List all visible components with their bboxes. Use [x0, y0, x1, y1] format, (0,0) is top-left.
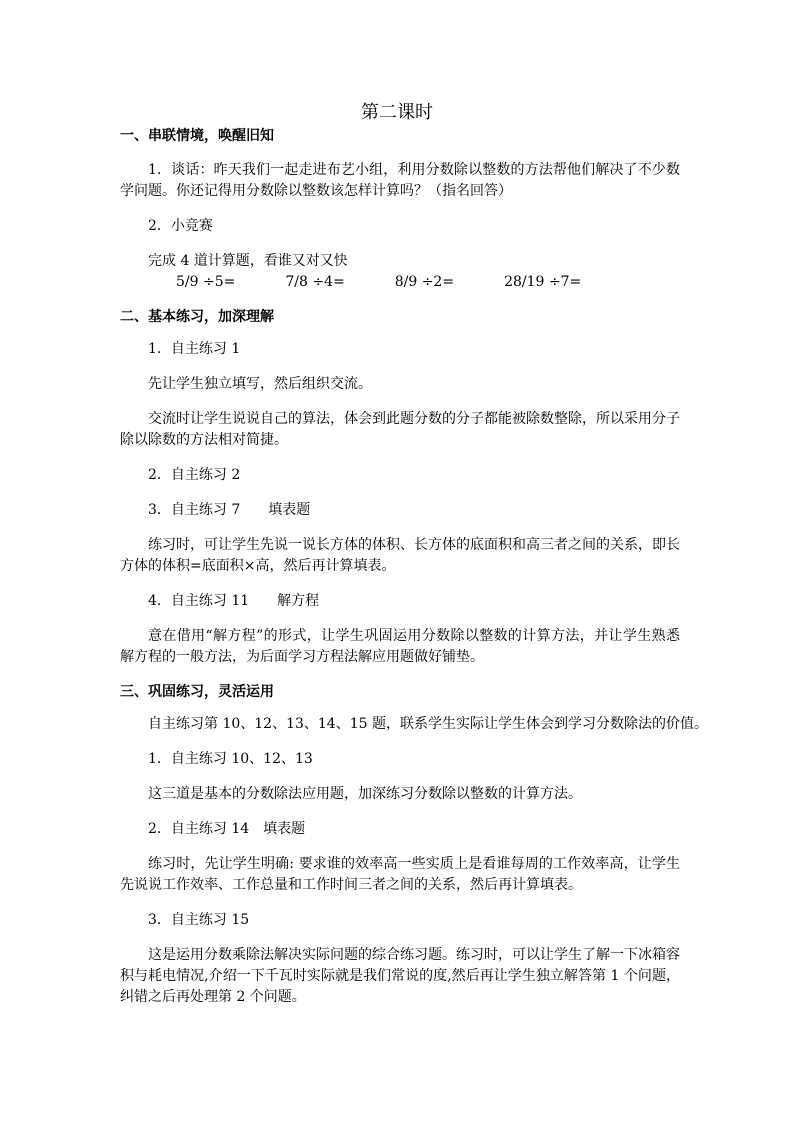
paragraph: 先让学生独立填写，然后组织交流。 [148, 376, 372, 392]
paragraph: 3．自主练习 15 [148, 912, 250, 928]
calc-item: 8/9 ÷2= [394, 274, 455, 290]
paragraph: 1．自主练习 1 [148, 341, 241, 357]
paragraph: 1．自主练习 10、12、13 [148, 751, 313, 767]
paragraph: 1．谈话：昨天我们一起走进布艺小组，利用分数除以整数的方法帮他们解决了不少数学问题。你还记得用分数除以整数该怎样计算吗？（指名回答） [120, 162, 680, 199]
paragraph: 交流时让学生说说自己的算法，体会到此题分数的分子都能被除数整除，所以采用分子除以除数的方法相对简捷。 [120, 411, 680, 448]
calc-item: 5/9 ÷5= [176, 274, 236, 290]
section-heading-1: 一、串联情境，唤醒旧知 [120, 128, 274, 144]
paragraph: 3．自主练习 7 填表题 [148, 502, 311, 518]
paragraph: 练习时，可让学生先说一说长方体的体积、长方体的底面积和高三者之间的关系，即长方体的体积=底面积×高，然后再计算填表。 [120, 537, 680, 574]
calc-item: 28/19 ÷7= [504, 274, 582, 290]
section-heading-2: 二、基本练习，加深理解 [120, 309, 274, 325]
page-title: 第二课时 [361, 102, 433, 123]
paragraph: 2．自主练习 2 [148, 467, 241, 483]
calc-item: 7/8 ÷4= [285, 274, 345, 290]
calculation-row [120, 272, 680, 293]
paragraph: 完成 4 道计算题，看谁又对又快 [148, 253, 348, 269]
paragraph: 这三道是基本的分数除法应用题，加深练习分数除以整数的计算方法。 [148, 786, 582, 802]
paragraph: 这是运用分数乘除法解决实际问题的综合练习题。练习时，可以让学生了解一下冰箱容积与耗电情况,介绍一下千瓦时实际就是我们常说的度,然后再让学生独立解答第 1 个问题，纠错之后再处理第 2 个问题。 [120, 947, 680, 1005]
section-heading-3: 三、巩固练习，灵活运用 [120, 684, 274, 700]
paragraph: 2．自主练习 14 填表题 [148, 821, 306, 837]
paragraph: 意在借用“解方程”的形式，让学生巩固运用分数除以整数的计算方法，并让学生熟悉解方程的一般方法，为后面学习方程法解应用题做好铺垫。 [120, 628, 680, 665]
paragraph: 4．自主练习 11 解方程 [148, 593, 320, 609]
paragraph: 练习时，先让学生明确: 要求谁的效率高一些实质上是看谁每周的工作效率高，让学生先说说工作效率、工作总量和工作时间三者之间的关系，然后再计算填表。 [120, 856, 680, 893]
paragraph: 2．小竞赛 [148, 218, 213, 234]
paragraph: 自主练习第 10、12、13、14、15 题，联系学生实际让学生体会到学习分数除法的价值。 [148, 716, 708, 732]
document-body [120, 126, 708, 1008]
